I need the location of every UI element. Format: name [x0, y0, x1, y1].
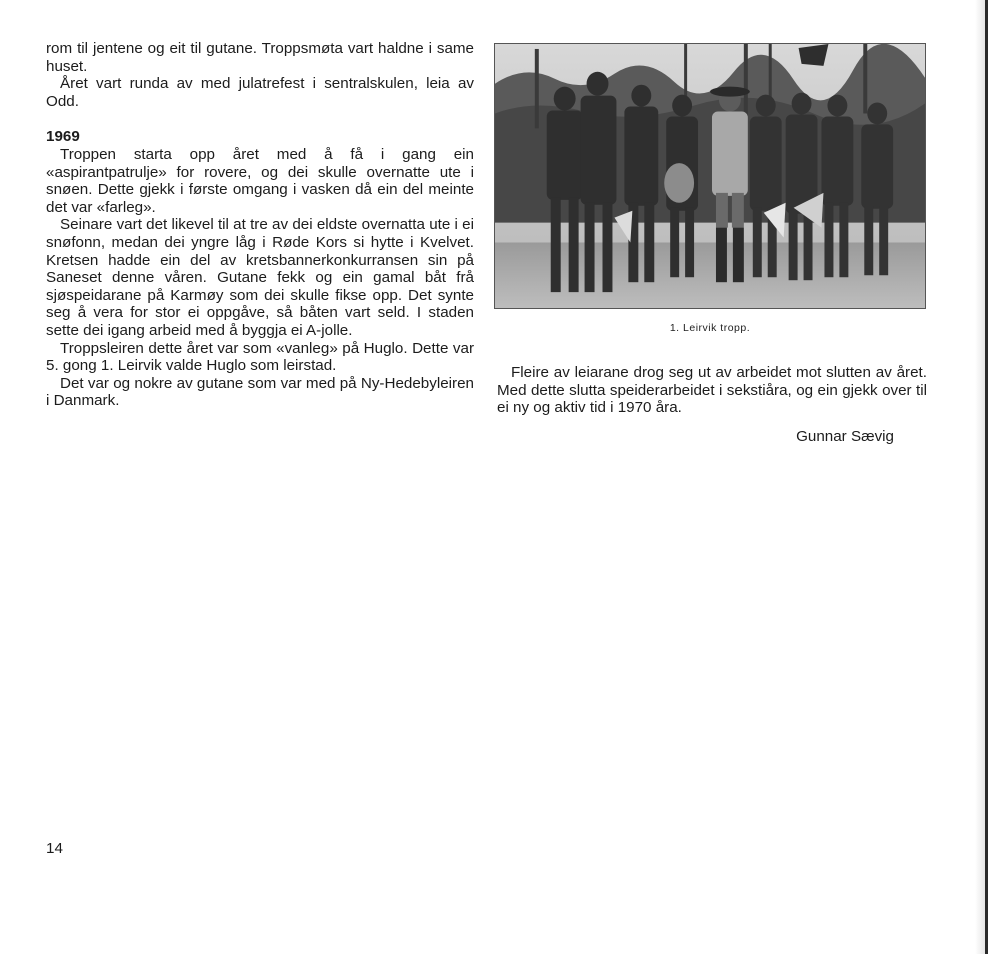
left-paragraph-5: Troppsleiren dette året var som «vanleg» på Huglo. Dette var 5. gong 1. Leirvik valde Huglo som leirstad.	[46, 339, 474, 375]
left-paragraph-3: Troppen starta opp året med å få i gang ein «aspirantpatrulje» for rovere, og dei skulle overnatte ute i snøen. Dette gjekk i første omgang i vasken då ein del meinte det var «farleg».	[46, 145, 474, 216]
right-text-column	[497, 364, 927, 417]
left-paragraph-2: Året vart runda av med julatrefest i sentralskulen, leia av Odd.	[46, 75, 474, 110]
page-edge-shadow	[975, 0, 985, 954]
right-paragraph-1: Fleire av leiarane drog seg ut av arbeidet mot slutten av året. Med dette slutta speiderarbeidet i sekstiåra, og ein gjekk over til ei ny og aktiv tid i 1970 åra.	[497, 364, 927, 417]
photo-caption: 1. Leirvik tropp.	[669, 322, 751, 334]
left-paragraph-6: Det var og nokre av gutane som var med på Ny-Hedebyleiren i Danmark.	[46, 374, 474, 410]
scout-troop-photo	[494, 43, 926, 309]
left-paragraph-1: rom til jentene og eit til gutane. Troppsmøta vart haldne i same huset.	[46, 40, 474, 75]
author-signature: Gunnar Sævig	[796, 428, 894, 445]
left-text-column	[46, 40, 474, 410]
year-heading: 1969	[46, 128, 80, 146]
left-paragraph-4: Seinare vart det likevel til at tre av dei eldste overnatta ute i ei snøfonn, medan dei yngre låg i Røde Kors si hytte i Kvelvet. Kretsen hadde ein del av kretsbannerkonkurransen sin på Saneset denne våren. Gutane fekk og ein gamal båt frå sjøspeidarane på Karmøy som dei skulle fikse opp. Det synte seg å vera for stor ei oppgåve, så båten vart seld. I staden sette dei igang arbeid med å byggja ei A-jolle.	[46, 216, 474, 339]
page-edge-line	[985, 0, 988, 954]
photo-illustration	[495, 44, 925, 308]
page-number: 14	[46, 840, 63, 857]
